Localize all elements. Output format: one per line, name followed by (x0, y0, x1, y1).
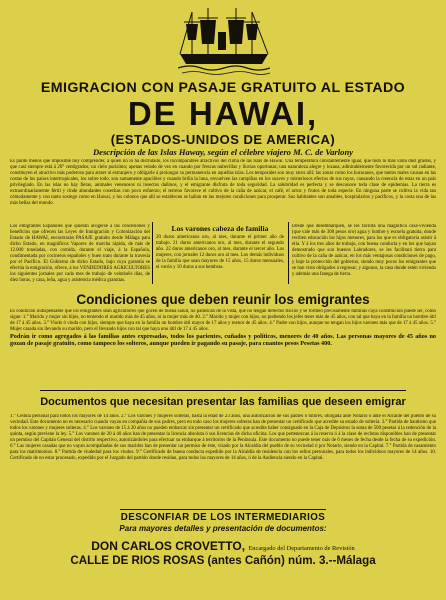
column-left: Los emigrantes Españoles que quieran acogerse á las concesiones y beneficios que ofrecen las Leyes de Inmigración y Colonización del Estado de HAWAI, encontrarán PASAJE gratuito desde Málaga para dicho Estado, en magníficos Vapores de marcha rápida, de más de 12.000 toneladas, con comida, durante el viaje, á la Española, condimentada por cocineros españoles y buen trato durante la travesía por el Pacífico. El Gobierno de dicho Estado, bajo cuya garantía se efectúa la emigración, ofrece, á los VENDEDORES AGRICULTORES los siguientes jornales por cada mes de trabajo de veintiséis días, de diez horas, y casa, leña, agua y asistencia médica gratuitas. (10, 224, 150, 283)
conditions-body: Es condición indispensable que los emigrantes sean agricultores que gocen de buena salud, no padezcan de la vista, que no tengan defectos físicos y se formen precisamente familias cuya constitución puede ser, como sigue: 1.° Marido y mujer sin hijos, no teniendo el marido más de 45 años, ni la mujer más de 40. 2.° Marido y mujer con hijos, no pudiendo los jefes tener más de 45 años, con tal que haya en la familia un hombre útil de 17 á 45 años. 3.° Viudo ó viuda con hijos, siempre que haya en la familia un hombre útil mayor de 17 años y menor de 45 años. 4.° Padre con hijos, aunque no tengan los hijos varones más que de 17 á 45 años. 5.° Mujer casada sin llevando su marido, pero el llevando hijos con tal que haya uno útil de 17 á 45 años. (10, 309, 436, 332)
footer-contact (0, 539, 446, 553)
column-divider (288, 222, 289, 284)
documents-heading: Documentos que necesitan presentar las familias que deseen emigrar (40, 396, 406, 408)
title-hawai: DE HAWAI, (127, 95, 319, 132)
footer-warning: DESCONFIAR DE LOS INTERMEDIARIOS (120, 512, 326, 523)
conditions-extra: Podrán ir como agregados á las familias antes expresadas, todos los parientes, cuñados y políticos, menores de 40 años. Las personas mayores de 45 años no gozan de pasaje gratuito, como tampoco los solteros, aunque pueden ir pagando su pasaje, para cuantos pesos Pesetas 400. (10, 333, 436, 347)
footer-details: Para mayores detalles y presentación de documentos: (119, 524, 327, 533)
contact-name: DON CARLOS CROVETTO, (91, 539, 246, 553)
column-right: Desde que desembarquen, se les facilita una magnífica casa-vivienda (que vale más de 300 pesos oro) agua y lumbre y escuela gratuita, donde reciben educación los hijos menores, para los que es obligatoria asistir á ella. Y á los tres años de trabajo, con buena conducta y en los que hayan demostrado que son buenos Labradores, se les facilitará tierra para cultivo de la caña de azúcar, en los más ventajosas condiciones de pago, y bajo la protección del gobierno, siendo muy pocos los emigrantes que se han visto obligados á regresar; y algunos, la casa donde estén viviendo y además una fanega de tierra. (292, 224, 436, 277)
column-center (156, 224, 284, 294)
divider-rule (120, 509, 326, 510)
column-divider (152, 222, 153, 284)
footer-address: CALLE DE RIOS ROSAS (antes Cañón) núm. 3.--Málaga (70, 554, 376, 567)
contact-role: Encargado del Departamento de Revisión (248, 545, 355, 552)
divider-rule (40, 390, 406, 391)
title-line-1: EMIGRACION CON PASAJE GRATUITO AL ESTADO (40, 80, 406, 96)
title-description: Descripción de las Islas Haway, según el célebre viajero M. C. de Varlony (92, 147, 354, 157)
conditions-text (10, 309, 436, 381)
column-center-text: 20 duros americanos oro, al mes, durante el primer año de trabajo. 21 duros americanos oro, al mes, durante el segundo año. 22 duros americanos oro, al mes, durante el tercer año. Los mujeres, con jornales 12 duros oro al mes. Los demás individuos de la familia que sean mayores de 15 años, 15 duros mensuales, el varón y 10 duros a sus hembras. (156, 235, 284, 270)
title-subtitle: (ESTADOS-UNIDOS DE AMERICA) (110, 132, 336, 147)
steamship-illustration (178, 4, 270, 76)
intro-paragraph: Es punto menos que imposible hoy comprender, á quien no lo ha disfrutado, los incomparables atractivos del clima de las Islas de Hawai. Una temperatura constantemente igual, que todo lo más varía diez grados, y que casi siempre está á 20° centígrados; un cielo purísimo; apenas velado de vez en cuando por frescas nubecillas y lluvias oportunas; una naturaleza alegre y lozana, admirablemente favorecida por un sol radiante, constituyen el atractivo más poderoso para atraer al extranjero y obligarle á prolongar su permanencia en aquellas islas. Los temporales son muy raros allí; las zonas como los huracanes, que tantos males causan en las costas de los países intertropicales, los sobre todo, son sumamente apacibles y cuando brilla la luna, envuelven las campiñas en los suaves y misteriosos efectos de sus rayos, causando la creencia de estar en un país privilegiado. En las islas no hay fieras, animales venenosos ni insectos dañinos, y el emigrante disfruta de toda seguridad. La salubridad es perfecta y se desconoce toda clase de epidemias. La tierra es extraordinariamente fértil y rinde abundantes cosechas con poco esfuerzo; el terreno favorece el cultivo de la caña de azúcar, el café, el arroz y frutos de toda especie. En ninguna parte se cultiva la vida tan cómodamente y con tanto sosiego como en Hawai, y los colonos que allí se establecen se hallan en las mejores condiciones para prosperar. Sus habitantes son amables, hospitalarios y pacíficos, y la costa una de las más bellas del mundo. (10, 159, 436, 206)
column-center-heading: Los varones cabeza de familia (171, 224, 269, 233)
conditions-heading: Condiciones que deben reunir los emigrantes (76, 292, 370, 307)
documents-text: 1.° Cédula personal para todos los mayores de 14 años. 2.° Los varones y mujeres solteras, hasta la edad de 23 años, una autorización de sus padres ó tutores, otorgada ante Notario ó ante el Alcalde del pueblo de su vecindad. Este documento no es necesario cuando vayan en compañía de sus padres, pero en todo caso los mujeres solteras han de presentar un certificado que acredite su estado de soltería. 3.° Partida de bautismo que todos los varones y mujeres solteras. 4.° Los varones de 15 á 20 años no pueden embarcar sin presentar un certificado que acredite haber consignado en la Caja de Depósitos la suma de 500 pesetas á la redención de la quinta, según previene la ley. 5.° Los varones de 20 á 40 años han de presentar la licencia absoluta ó sus licencias de dicha oficina. Los que pertenezcan á la reserva ó á la clase de reclutas disponibles han de presentar un permiso del Capitán General del distrito respectivo, autorizándoles para efectuar su embarque á territorios de la Península. Este documento no puede tener más de 6 meses de fecha desde la fecha de su expedición. 6.° Las mujeres casadas que no vayan acompañadas de sus maridos han de presentar un permiso de éste, visado por la Alcaldía del pueblo de su vecindad ó por Notario, siendo en la Capital. 7.° Partida de casamiento para los matrimonios. 8.° Partida de viudedad para los viudos. 9.° Certificado de buena conducta expedido por la Alcaldía de residencia con los sellos personales, para todos los individuos mayores de 14 años. 10. Certificado de no estar procesado, expedido por el Juzgado del partido donde residan, para todos los mayores de 14 años, ó de la Audiencia siendo en la Capital. (10, 414, 436, 461)
